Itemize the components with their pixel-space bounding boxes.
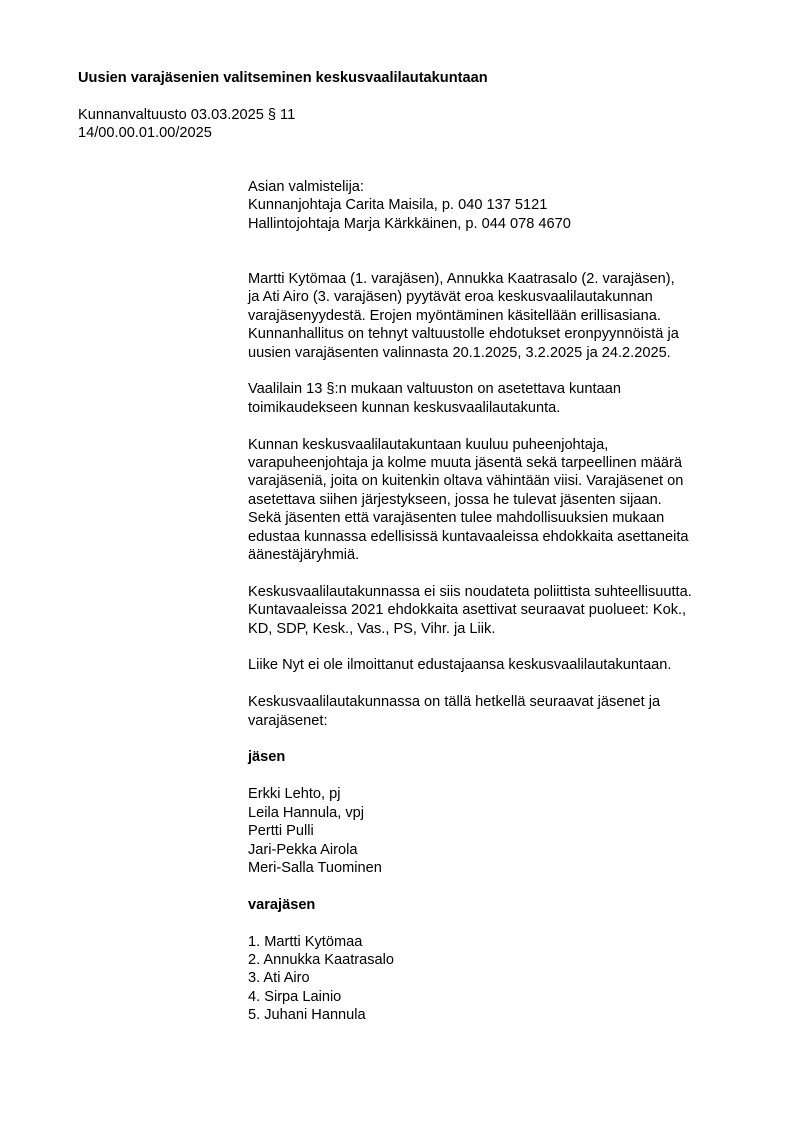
deputy-name: 3. Ati Airo	[248, 970, 310, 987]
paragraph-line: Keskusvaalilautakunnassa on tällä hetkellä seuraavat jäsenet ja	[248, 694, 661, 711]
paragraph-line: Martti Kytömaa (1. varajäsen), Annukka Kaatrasalo (2. varajäsen),	[248, 271, 675, 288]
paragraph-line: KD, SDP, Kesk., Vas., PS, Vihr. ja Liik.	[248, 620, 496, 637]
members-heading: jäsen	[248, 749, 286, 766]
paragraph-line: asetettava siihen järjestykseen, jossa he tulevat jäsenten sijaan.	[248, 491, 662, 508]
paragraph-line: Kunnan keskusvaalilautakuntaan kuuluu puheenjohtaja,	[248, 436, 609, 453]
document-title: Uusien varajäsenien valitseminen keskusvaalilautakuntaan	[78, 70, 488, 86]
preparers-block	[248, 178, 738, 233]
paragraph-line: varajäsenet:	[248, 712, 328, 729]
preparer-line: Hallintojohtaja Marja Kärkkäinen, p. 044 078 4670	[248, 215, 571, 232]
deputy-name: 1. Martti Kytömaa	[248, 933, 363, 950]
meeting-reference: Kunnanvaltuusto 03.03.2025 § 11	[78, 107, 296, 123]
paragraph-line: varajäsenyydestä. Erojen myöntäminen käsitellään erillisasiana.	[248, 307, 661, 324]
members-section	[248, 748, 738, 877]
paragraph-election-law	[248, 380, 738, 417]
paragraph-line: Vaalilain 13 §:n mukaan valtuuston on asetettava kuntaan	[248, 381, 621, 398]
paragraph-line: toimikaudekseen kunnan keskusvaalilautakunta.	[248, 399, 561, 416]
member-name: Jari-Pekka Airola	[248, 841, 358, 858]
paragraph-line: varajäseniä, joita on kuitenkin oltava vähintään viisi. Varajäsenet on	[248, 473, 684, 490]
paragraph-line: ja Ati Airo (3. varajäsen) pyytävät eroa keskusvaalilautakunnan	[248, 289, 653, 306]
member-name: Meri-Salla Tuominen	[248, 859, 382, 876]
paragraph-liike-nyt	[248, 656, 738, 674]
paragraph-line: Sekä jäsenten että varajäsenten tulee mahdollisuuksien mukaan	[248, 510, 665, 527]
paragraph-line: varapuheenjohtaja ja kolme muuta jäsentä sekä tarpeellinen määrä	[248, 455, 683, 472]
paragraph-parties	[248, 583, 738, 638]
paragraph-line: uusien varajäsenten valinnasta 20.1.2025, 3.2.2025 ja 24.2.2025.	[248, 344, 671, 361]
preparer-line: Kunnanjohtaja Carita Maisila, p. 040 137 5121	[248, 197, 548, 214]
deputy-name: 4. Sirpa Lainio	[248, 988, 342, 1005]
paragraph-line: edustaa kunnassa edellisissä kuntavaaleissa ehdokkaita asettaneita	[248, 528, 689, 545]
deputies-heading: varajäsen	[248, 896, 316, 913]
paragraph-line: Kuntavaaleissa 2021 ehdokkaita asettivat seuraavat puolueet: Kok.,	[248, 602, 687, 619]
preparers-label: Asian valmistelija:	[248, 179, 364, 195]
meeting-meta	[78, 106, 295, 143]
member-name: Leila Hannula, vpj	[248, 804, 365, 821]
paragraph-current-members	[248, 693, 738, 730]
paragraph-line: Liike Nyt ei ole ilmoittanut edustajaansa keskusvaalilautakuntaan.	[248, 657, 672, 674]
paragraph-composition	[248, 436, 738, 565]
paragraph-line: äänestäjäryhmiä.	[248, 547, 360, 564]
deputies-section	[248, 896, 738, 1025]
member-name: Erkki Lehto, pj	[248, 786, 341, 803]
deputy-name: 5. Juhani Hannula	[248, 1007, 366, 1024]
document-body	[248, 178, 738, 1025]
member-name: Pertti Pulli	[248, 823, 314, 840]
paragraph-line: Kunnanhallitus on tehnyt valtuustolle ehdotukset eronpyynnöistä ja	[248, 326, 679, 343]
paragraph-line: Keskusvaalilautakunnassa ei siis noudateta poliittista suhteellisuutta.	[248, 583, 692, 600]
paragraph-resignations	[248, 270, 738, 362]
record-id: 14/00.00.01.00/2025	[78, 125, 212, 142]
deputy-name: 2. Annukka Kaatrasalo	[248, 951, 395, 968]
